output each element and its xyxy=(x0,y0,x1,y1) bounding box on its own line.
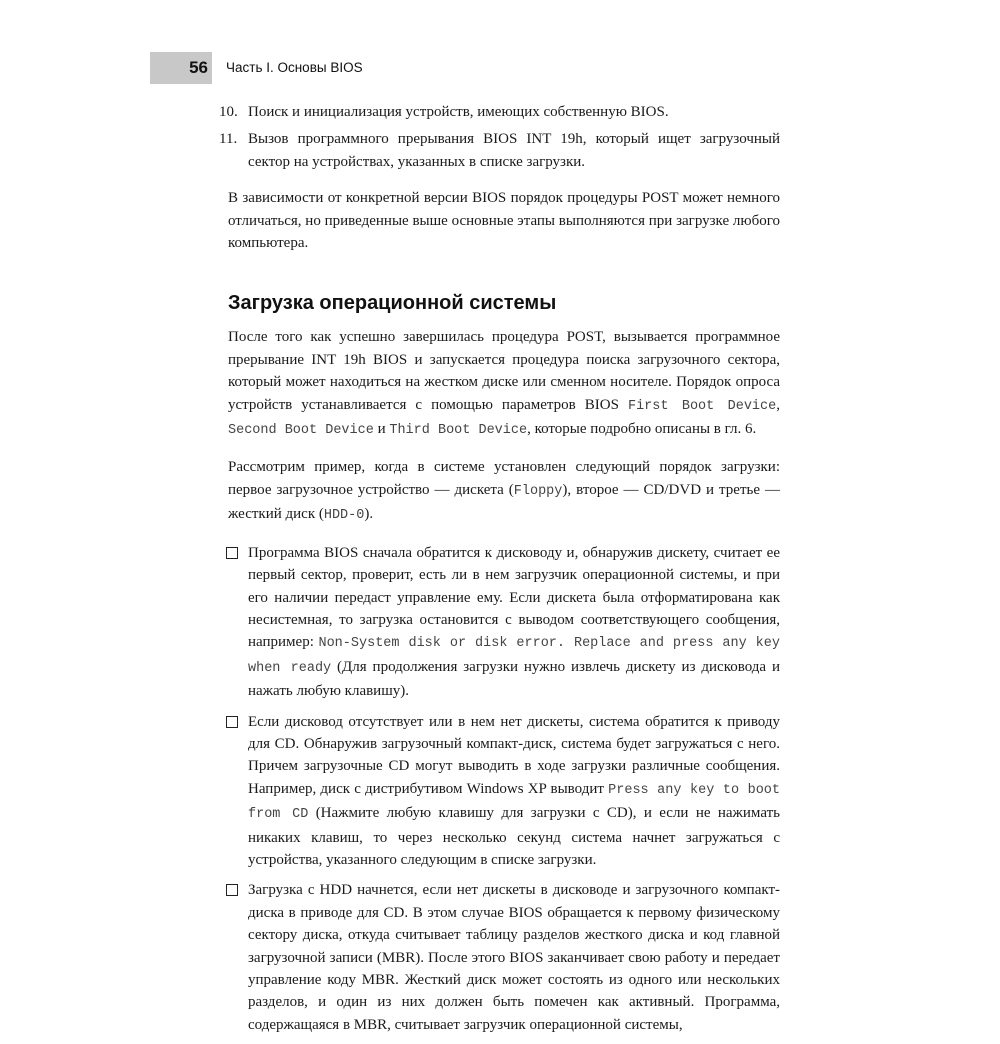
text-run: (Для продолжения загрузки нужно извлечь дискету из дисковода и нажать любую клавишу). xyxy=(248,658,780,700)
numbered-item xyxy=(219,101,780,123)
bullet-item xyxy=(228,711,780,872)
bullet-list xyxy=(228,542,780,1037)
item-number: 10. xyxy=(219,104,238,120)
checkbox-bullet-icon xyxy=(226,711,248,872)
code-boot-prompt: Press any key to boot from CD xyxy=(248,782,780,823)
code-third-boot-device: Third Boot Device xyxy=(389,423,528,439)
bullet-text xyxy=(248,879,780,1036)
text-run: и xyxy=(373,421,390,438)
text-run: Загрузка с HDD начнется, если нет дискеты в дисководе и загрузочного компакт-диска в приводе для CD. В этом случае BIOS обращается к первому физическому сектору диска, откуда считывает таблицу разделов жесткого диска и код главной загрузочной записи (MBR). После этого BIOS заканчивает свою работу и передает управление коду MBR. Жесткий диск может состоять из одного или нескольких разделов, и один из них должен быть помечен как активный. Программа, содержащаяся в MBR, считывает загрузчик операционной системы, xyxy=(248,882,780,1033)
text-run: Если дисковод отсутствует или в нем нет дискеты, система обратится к приводу для CD. Обнаружив загрузочный компакт-диск, система будет загружаться с него. Причем загрузочные CD могут выводить в ходе загрузки различные сообщения. Например, диск с дистрибутивом Windows XP выводит xyxy=(248,713,780,797)
item-number: 11. xyxy=(219,131,238,148)
code-error-message: Non-System disk or disk error. Replace and press any key when ready xyxy=(248,636,780,676)
text-run: Программа BIOS сначала обратится к дисководу и, обнаружив дискету, считает ее первый сектор, проверит, есть ли в нем загрузчик операционной системы, и при его наличии передаст управление ему. Если дискета была отформатирована как несистемная, то загрузка остановится с выводом соответствующего сообщения, например: xyxy=(248,544,780,651)
bullet-item xyxy=(228,542,780,703)
item-text: Вызов программного прерывания BIOS INT 19h, который ищет загрузочный сектор на устройствах, указанных в списке загрузки. xyxy=(248,131,780,170)
code-hdd: HDD-0 xyxy=(323,508,365,524)
page-content xyxy=(219,101,780,1044)
text-run: ), второе — CD/DVD и третье — жесткий диск ( xyxy=(228,481,780,523)
bullet-text xyxy=(248,542,780,703)
paragraph-boot-order xyxy=(228,326,780,442)
intro-paragraph: В зависимости от конкретной версии BIOS порядок процедуры POST может немного отличаться, но приведенные выше основные этапы выполняются при загрузке любого компьютера. xyxy=(228,190,780,252)
bullet-item xyxy=(228,879,780,1036)
page-number: 56 xyxy=(189,58,208,77)
text-run: , xyxy=(776,396,780,413)
code-first-boot-device: First Boot Device xyxy=(627,398,777,414)
checkbox-bullet-icon xyxy=(226,879,248,1036)
checkbox-bullet-icon xyxy=(226,542,248,703)
text-run: После того как успешно завершилась процедура POST, вызывается программное прерывание INT 19h BIOS и запускается процедура поиска загрузочного сектора, который может находиться на жестком диске или сменном носителе. Порядок опроса устройств устанавливается с помощью параметров BIOS xyxy=(228,329,780,413)
item-text: Поиск и инициализация устройств, имеющих собственную BIOS. xyxy=(248,104,669,120)
code-floppy: Floppy xyxy=(513,483,563,499)
text-run: ). xyxy=(364,506,374,523)
text-run: (Нажмите любую клавишу для загрузки с CD), и если не нажимать никаких клавиш, то через несколько секунд система начнет загружаться с устройства, указанного следующим в списке загрузки. xyxy=(248,805,780,868)
text-run: , которые подробно описаны в гл. 6. xyxy=(527,421,757,438)
bullet-text xyxy=(248,711,780,872)
text-run: Рассмотрим пример, когда в системе установлен следующий порядок загрузки: первое загрузочное устройство — дискета ( xyxy=(228,459,780,498)
numbered-item xyxy=(219,128,780,173)
running-head: Часть I. Основы BIOS xyxy=(226,60,363,75)
paragraph-example xyxy=(228,456,780,527)
code-second-boot-device: Second Boot Device xyxy=(228,423,374,439)
section-heading: Загрузка операционной системы xyxy=(228,292,557,315)
